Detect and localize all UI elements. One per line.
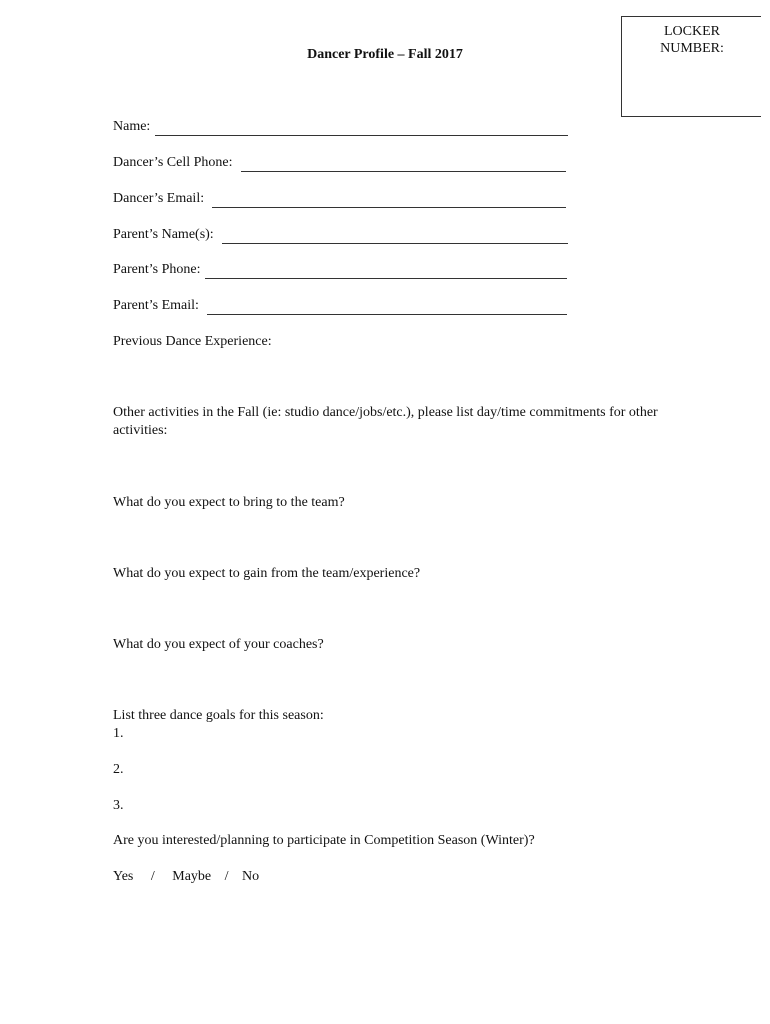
choice-separator: / [224, 869, 229, 884]
name-label: Name: [113, 119, 151, 134]
goal-2: 2. [113, 762, 124, 777]
question-bring: What do you expect to bring to the team? [113, 495, 345, 510]
choice-maybe[interactable]: Maybe [172, 869, 212, 884]
goal-1: 1. [113, 726, 124, 741]
dancer-cell-phone-blank[interactable] [241, 157, 566, 172]
choice-no[interactable]: No [242, 869, 260, 884]
question-coaches: What do you expect of your coaches? [113, 637, 324, 652]
locker-label-line2: NUMBER: [660, 41, 724, 56]
locker-label-line1: LOCKER [664, 24, 720, 39]
goals-heading: List three dance goals for this season: [113, 708, 324, 723]
parent-phone-blank[interactable] [205, 264, 567, 279]
page-title: Dancer Profile – Fall 2017 [307, 47, 463, 62]
parent-email-label: Parent’s Email: [113, 298, 199, 313]
parent-names-field[interactable] [113, 226, 568, 244]
previous-experience-prompt: Previous Dance Experience: [113, 334, 272, 349]
question-gain: What do you expect to gain from the team/experience? [113, 566, 421, 581]
parent-names-blank[interactable] [222, 229, 568, 244]
dancer-cell-phone-label: Dancer’s Cell Phone: [113, 155, 233, 170]
choice-separator: / [150, 869, 155, 884]
other-activities-prompt: Other activities in the Fall (ie: studio dance/jobs/etc.), please list day/time commitments for other activities: [113, 405, 658, 438]
competition-choices [113, 868, 259, 886]
locker-number-box[interactable] [621, 16, 761, 117]
competition-question: Are you interested/planning to participate in Competition Season (Winter)? [113, 833, 535, 848]
parent-phone-field[interactable] [113, 261, 567, 279]
goal-3: 3. [113, 798, 124, 813]
dancer-email-blank[interactable] [212, 193, 566, 208]
name-field[interactable] [113, 118, 568, 136]
dancer-cell-phone-field[interactable] [113, 154, 566, 172]
parent-phone-label: Parent’s Phone: [113, 262, 201, 277]
parent-names-label: Parent’s Name(s): [113, 227, 214, 242]
dancer-email-field[interactable] [113, 190, 566, 208]
parent-email-field[interactable] [113, 297, 567, 315]
locker-number-label [652, 23, 732, 57]
choice-yes[interactable]: Yes [113, 869, 134, 884]
dancer-email-label: Dancer’s Email: [113, 191, 205, 206]
parent-email-blank[interactable] [207, 300, 567, 315]
name-blank[interactable] [155, 121, 568, 136]
